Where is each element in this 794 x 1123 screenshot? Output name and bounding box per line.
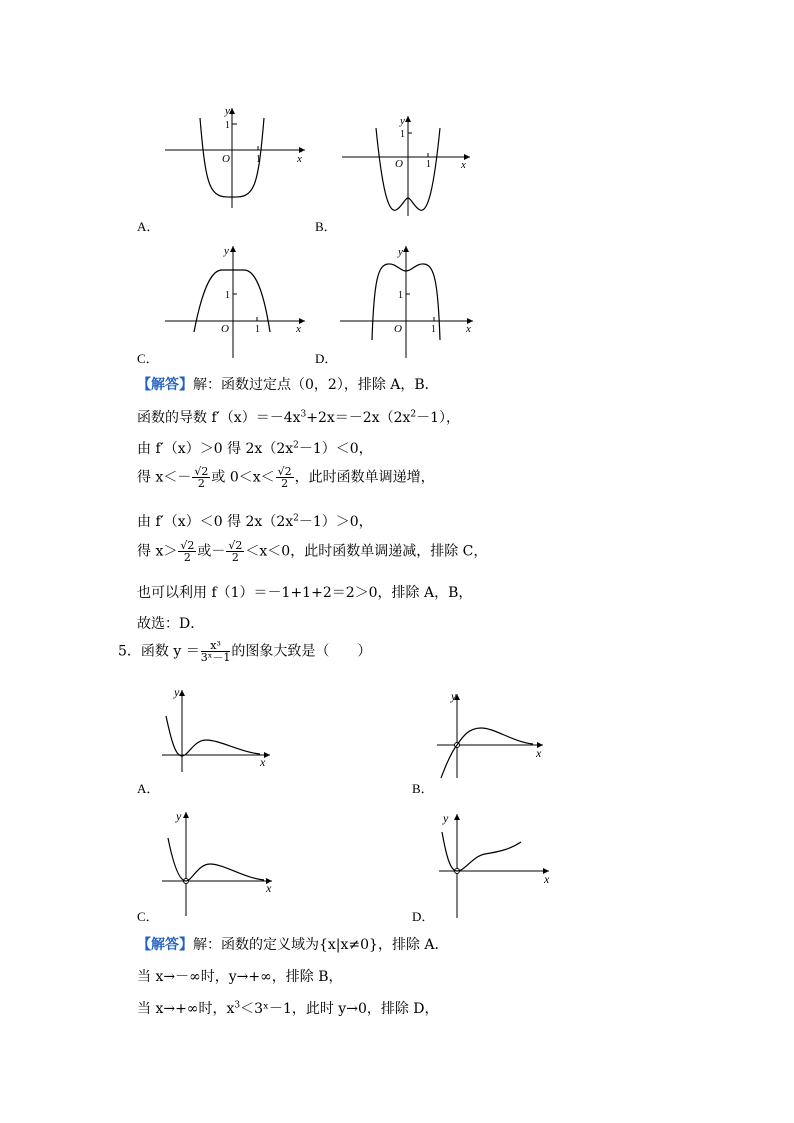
q4-solution-line-7: 也可以利用 f（1）＝－1+1+2＝2＞0，排除 A，B， [137,585,473,601]
svg-text:O: O [222,153,230,165]
svg-text:x: x [466,323,471,335]
fraction: $\frac{\text{x³}}{\text{3ˣ－1}}$ [200,639,231,664]
svg-text:1: 1 [431,324,436,335]
svg-text:y: y [451,690,457,703]
q5-solution-line-2: 当 x→－∞时，y→+∞，排除 B， [137,969,343,985]
q5-graph-a [160,684,280,774]
fraction: $\frac{√2}{2}$ [180,539,195,564]
q4-solution-line-4: 得 x＜－ $\frac{√2}{2}$ 或 0＜x＜ $\frac{√2}{2}$ ，此时函数单调递增， [137,465,435,490]
svg-text:x: x [461,159,466,171]
svg-text:O: O [221,323,229,335]
q4-solution-line-6: 得 x＞ $\frac{√2}{2}$ 或－ $\frac{√2}{2}$ ＜x＜0，此时函数单调递减，排除 C， [137,539,488,564]
q4-option-d-label: D． [315,351,338,366]
q4-graph-c [160,240,310,360]
svg-text:y: y [398,246,403,258]
q4-option-c-label: C． [137,351,159,366]
fraction: $\frac{√2}{2}$ [277,465,292,490]
q5-option-c-label: C． [137,909,159,924]
svg-text:x: x [296,323,301,335]
q5-option-a-label: A． [137,781,160,796]
fraction: $\frac{√2}{2}$ [228,539,243,564]
svg-text:1: 1 [225,120,230,131]
answer-tag: 【解答】 [137,377,193,393]
svg-text:y: y [176,809,182,823]
svg-text:x: x [544,872,550,886]
q5-option-b-label: B． [412,781,434,796]
svg-text:1: 1 [398,290,403,301]
q4-solution-line-1: 【解答】解：函数过定点（0，2），排除 A，B． [137,377,439,393]
svg-text:y: y [224,245,229,257]
q4-solution-line-5: 由 f′（x）＜0 得 $2x(2x^2-1)>0$， [137,513,373,530]
q5-graph-c [160,808,280,918]
q5-question: 5．函数 y ＝ $\frac{\text{x³}}{\text{3ˣ－1}}$ 的图象大致是（ ） [118,639,372,664]
q5-solution-line-3: 当 x→+∞时，$x^3<3ˣ-1$，此时 y→0，排除 D， [137,1000,439,1017]
q4-option-b-label: B． [315,219,337,234]
svg-text:1: 1 [400,129,405,140]
q4-solution-line-2: 函数的导数 $f'(x)=-4x^3+2x=-2x(2x^2-1)$， [137,409,461,426]
q4-option-a-label: A． [137,219,160,234]
svg-text:1: 1 [426,159,431,170]
svg-text:1: 1 [256,154,261,165]
q4-graph-a [160,100,310,210]
svg-text:x: x [297,153,302,165]
svg-text:1: 1 [225,290,230,301]
answer-tag: 【解答】 [137,937,193,953]
q4-solution-line-8: 故选：D． [137,616,205,632]
q5-option-d-label: D． [412,909,435,924]
svg-text:x: x [260,755,266,769]
q5-graph-b [435,690,550,780]
q4-graph-b [340,108,475,218]
svg-text:y: y [443,811,449,825]
q4-solution-line-3: 由 f′（x）＞0 得 $2x(2x^2-1)<0$， [137,440,373,457]
q5-graph-d [437,810,557,920]
svg-text:y: y [400,115,405,127]
svg-text:y: y [225,105,230,117]
fraction: $\frac{√2}{2}$ [194,465,209,490]
svg-text:O: O [395,158,403,170]
svg-text:x: x [536,746,542,760]
q4-graph-d [338,240,478,360]
svg-text:1: 1 [255,324,260,335]
svg-text:y: y [174,685,180,699]
svg-text:O: O [394,323,402,335]
q5-solution-line-1: 【解答】解：函数的定义域为{x|x≠0}，排除 A． [137,937,449,953]
svg-text:x: x [266,881,272,895]
